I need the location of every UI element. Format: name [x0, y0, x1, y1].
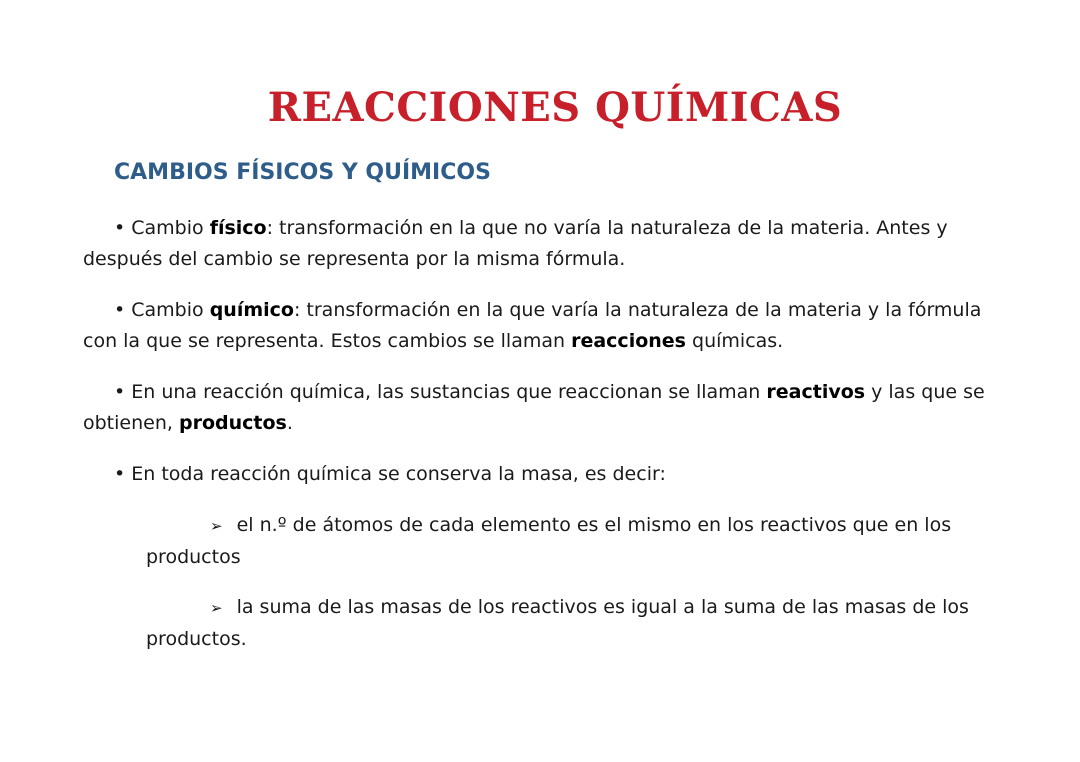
- bold-term-fisico: físico: [209, 217, 267, 239]
- paragraph-physical-change: [83, 213, 998, 275]
- section-heading: CAMBIOS FÍSICOS Y QUÍMICOS: [114, 160, 491, 185]
- text-segment: En toda reacción química se conserva la masa, es decir:: [131, 463, 666, 485]
- text-segment: : transformación en la que varía la naturaleza de la materia y la fórmula con la que se representa. Estos cambios se llaman: [83, 299, 982, 352]
- text-segment: y las que se obtienen,: [83, 381, 985, 434]
- bold-term-productos: productos: [178, 412, 287, 434]
- bold-term-reacciones: reacciones: [571, 330, 686, 352]
- arrow-bullet-icon: ➢: [210, 517, 223, 535]
- sub-item: [146, 592, 986, 655]
- bullet: •: [114, 463, 126, 485]
- bold-term-quimico: químico: [209, 299, 294, 321]
- document-title: REACCIONES QUÍMICAS: [267, 84, 843, 131]
- paragraph-mass-conservation: [83, 459, 998, 490]
- text-segment: : transformación en la que no varía la naturaleza de la materia. Antes y después del cambio se representa por la misma fórmula.: [83, 217, 948, 270]
- sub-item-text: el n.º de átomos de cada elemento es el mismo en los reactivos que en los productos: [146, 514, 952, 568]
- bullet: •: [114, 381, 126, 403]
- text-segment: Cambio: [131, 299, 210, 321]
- bullet: •: [114, 217, 126, 239]
- text-segment: .: [286, 412, 293, 434]
- bold-term-reactivos: reactivos: [766, 381, 866, 403]
- text-segment: químicas.: [685, 330, 784, 352]
- arrow-bullet-icon: ➢: [210, 599, 223, 617]
- sub-item: [146, 510, 986, 573]
- text-segment: Cambio: [131, 217, 210, 239]
- sub-item-text: la suma de las masas de los reactivos es igual a la suma de las masas de los productos.: [146, 596, 969, 650]
- paragraph-chemical-change: [83, 295, 998, 357]
- paragraph-reactants-products: [83, 377, 998, 439]
- text-segment: En una reacción química, las sustancias que reaccionan se llaman: [131, 381, 767, 403]
- bullet: •: [114, 299, 126, 321]
